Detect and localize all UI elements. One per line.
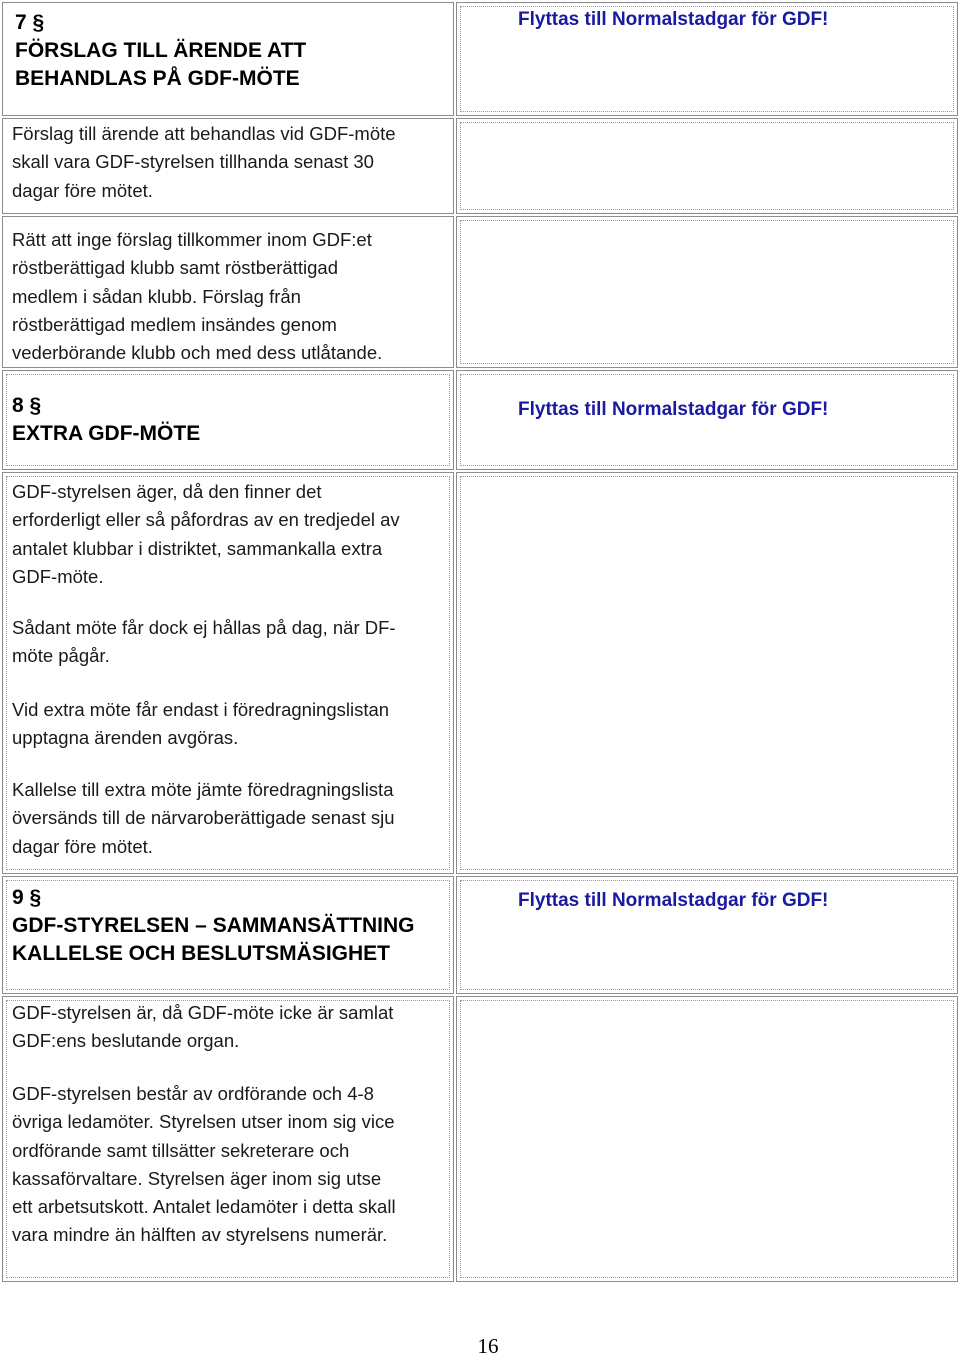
section-8-paragraph-4 <box>12 776 395 861</box>
section-8-title-line-1: EXTRA GDF-MÖTE <box>12 422 201 445</box>
section-7-empty-cell-2 <box>456 216 958 368</box>
text-line: möte pågår. <box>12 645 110 667</box>
section-8-paragraph-2 <box>12 614 396 671</box>
section-8-heading <box>12 392 200 448</box>
page-number: 16 <box>477 1334 499 1358</box>
text-line: skall vara GDF-styrelsen tillhanda senast 30 <box>12 151 374 173</box>
section-7-paragraph-2 <box>12 226 382 367</box>
text-line: upptagna ärenden avgöras. <box>12 727 239 749</box>
section-8-empty-cell <box>456 472 958 874</box>
section-9-paragraph-1 <box>12 999 393 1056</box>
text-line: Sådant möte får dock ej hållas på dag, när DF- <box>12 617 396 638</box>
text-line: övriga ledamöter. Styrelsen utser inom sig vice <box>12 1111 395 1133</box>
section-7-note: Flyttas till Normalstadgar för GDF! <box>518 9 829 30</box>
text-line: Kallelse till extra möte jämte föredragningslista <box>12 779 394 800</box>
text-line: erforderligt eller så påfordras av en tredjedel av <box>12 509 400 531</box>
text-line: dagar före mötet. <box>12 179 153 201</box>
text-line: antalet klubbar i distriktet, sammankalla extra <box>12 537 383 559</box>
section-7-empty-cell-1 <box>456 118 958 214</box>
section-8-paragraph-3 <box>12 696 389 753</box>
text-line: dagar före mötet. <box>12 835 153 857</box>
text-line: röstberättigad medlem insändes genom <box>12 313 337 335</box>
text-line: GDF-styrelsen äger, då den finner det <box>12 481 322 502</box>
section-9-title-line-1: GDF-STYRELSEN – SAMMANSÄTTNING <box>12 914 415 937</box>
text-line: röstberättigad klubb samt röstberättigad <box>12 257 338 279</box>
section-8-paragraph-1 <box>12 478 400 591</box>
section-8-number: 8 § <box>12 394 42 417</box>
text-line: ett arbetsutskott. Antalet ledamöter i detta skall <box>12 1196 396 1218</box>
text-line: Vid extra möte får endast i föredragningslistan <box>12 699 390 720</box>
text-line: GDF-styrelsen består av ordförande och 4-8 <box>12 1083 374 1104</box>
section-7-heading <box>15 9 306 93</box>
text-line: medlem i sådan klubb. Förslag från <box>12 285 301 307</box>
section-7-number: 7 § <box>15 11 45 34</box>
text-line: kassaförvaltare. Styrelsen äger inom sig utse <box>12 1167 382 1189</box>
section-9-empty-cell <box>456 996 958 1282</box>
section-8-note: Flyttas till Normalstadgar för GDF! <box>518 399 829 420</box>
text-line: Förslag till ärende att behandlas vid GDF-möte <box>12 123 396 144</box>
text-line: GDF-möte. <box>12 565 104 587</box>
text-line: översänds till de närvaroberättigade senast sju <box>12 807 395 829</box>
text-line: GDF-styrelsen är, då GDF-möte icke är samlat <box>12 1002 394 1023</box>
section-9-note: Flyttas till Normalstadgar för GDF! <box>518 890 829 911</box>
section-9-title-line-2: KALLELSE OCH BESLUTSMÄSIGHET <box>12 942 391 965</box>
section-7-title-line-1: FÖRSLAG TILL ÄRENDE ATT <box>15 39 307 62</box>
section-7-heading-cell <box>2 2 454 116</box>
section-9-number: 9 § <box>12 886 42 909</box>
section-7-paragraph-1 <box>12 120 396 205</box>
text-line: ordförande samt tillsätter sekreterare och <box>12 1139 350 1161</box>
text-line: vara mindre än hälften av styrelsens numerär. <box>12 1224 388 1246</box>
text-line: vederbörande klubb och med dess utlåtande. <box>12 342 383 364</box>
section-7-title-line-2: BEHANDLAS PÅ GDF-MÖTE <box>15 67 300 90</box>
section-9-heading <box>12 884 415 968</box>
text-line: GDF:ens beslutande organ. <box>12 1030 240 1052</box>
section-9-paragraph-2 <box>12 1080 396 1250</box>
text-line: Rätt att inge förslag tillkommer inom GDF:et <box>12 229 372 250</box>
